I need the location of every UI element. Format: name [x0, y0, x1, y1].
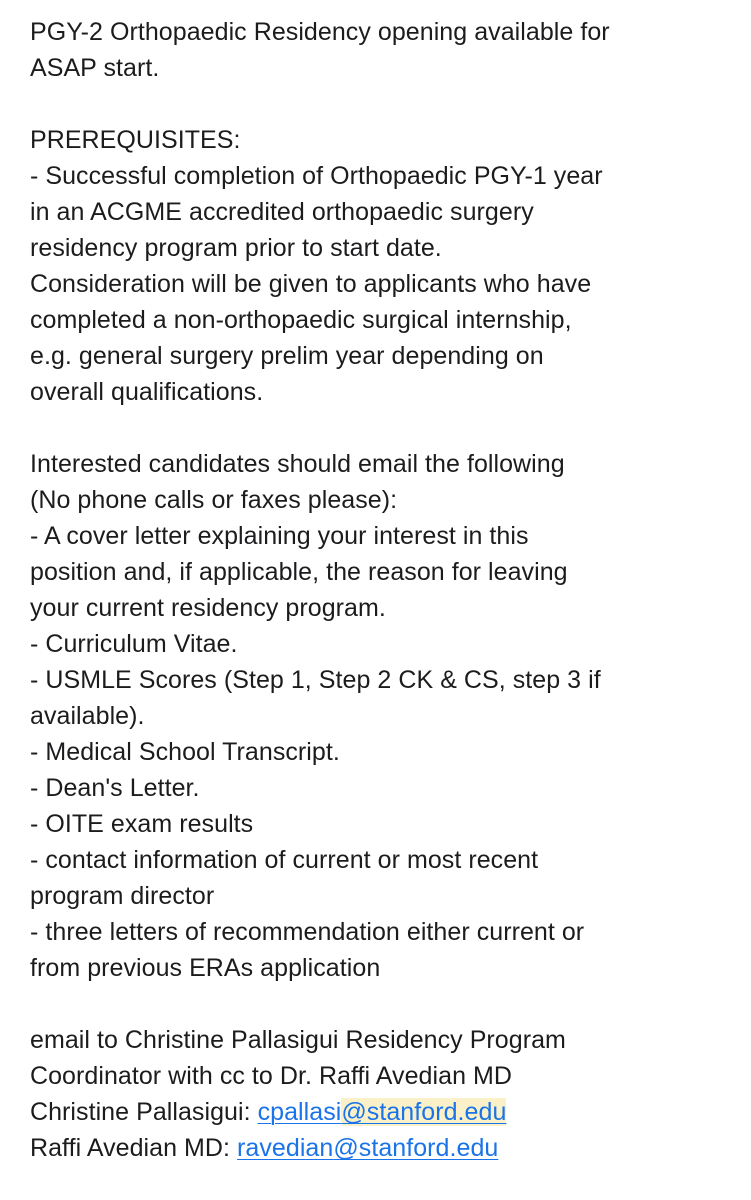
prereq-line: overall qualifications.	[30, 378, 264, 406]
instructions-line: - OITE exam results	[30, 810, 254, 838]
prereq-line: residency program prior to start date.	[30, 234, 442, 262]
instructions-line: - USMLE Scores (Step 1, Step 2 CK & CS, step 3 if	[30, 666, 601, 694]
email-link-ravedian[interactable]	[237, 1134, 498, 1162]
instructions-line: - Medical School Transcript.	[30, 738, 340, 766]
closing-line: Coordinator with cc to Dr. Raffi Avedian MD	[30, 1062, 512, 1090]
instructions-line: program director	[30, 882, 215, 910]
blank-line	[30, 410, 730, 446]
intro-line: ASAP start.	[30, 54, 160, 82]
email-link-cpallasi[interactable]	[258, 1098, 507, 1126]
closing-line: email to Christine Pallasigui Residency Program	[30, 1026, 566, 1054]
prerequisites-heading: PREREQUISITES:	[30, 126, 241, 154]
email-domain: @stanford.edu	[341, 1098, 507, 1126]
blank-line	[30, 86, 730, 122]
instructions-line: Interested candidates should email the following	[30, 450, 565, 478]
instructions-line: from previous ERAs application	[30, 954, 381, 982]
instructions-line: (No phone calls or faxes please):	[30, 486, 398, 514]
contact-christine	[30, 1094, 730, 1130]
contact-raffi	[30, 1130, 730, 1166]
instructions-line: - three letters of recommendation either current or	[30, 918, 585, 946]
email-user: ravedian	[237, 1134, 334, 1162]
instructions-line: your current residency program.	[30, 594, 386, 622]
prereq-line: Consideration will be given to applicants who have	[30, 270, 592, 298]
email-domain: @stanford.edu	[333, 1134, 499, 1162]
instructions-line: - Dean's Letter.	[30, 774, 200, 802]
instructions-line: - A cover letter explaining your interest in this	[30, 522, 529, 550]
contact-label: Christine Pallasigui:	[30, 1098, 258, 1126]
prereq-line: - Successful completion of Orthopaedic PGY-1 year	[30, 162, 603, 190]
prereq-line: e.g. general surgery prelim year depending on	[30, 342, 544, 370]
instructions-line: - Curriculum Vitae.	[30, 630, 238, 658]
instructions-line: available).	[30, 702, 145, 730]
intro-line: PGY-2 Orthopaedic Residency opening available for	[30, 18, 610, 46]
contact-label: Raffi Avedian MD:	[30, 1134, 238, 1162]
email-user: cpallasi	[257, 1098, 342, 1126]
instructions-line: - contact information of current or most recent	[30, 846, 539, 874]
instructions-line: position and, if applicable, the reason for leaving	[30, 558, 568, 586]
prereq-line: in an ACGME accredited orthopaedic surgery	[30, 198, 534, 226]
email-body	[30, 14, 730, 1166]
prereq-line: completed a non-orthopaedic surgical internship,	[30, 306, 572, 334]
blank-line	[30, 986, 730, 1022]
